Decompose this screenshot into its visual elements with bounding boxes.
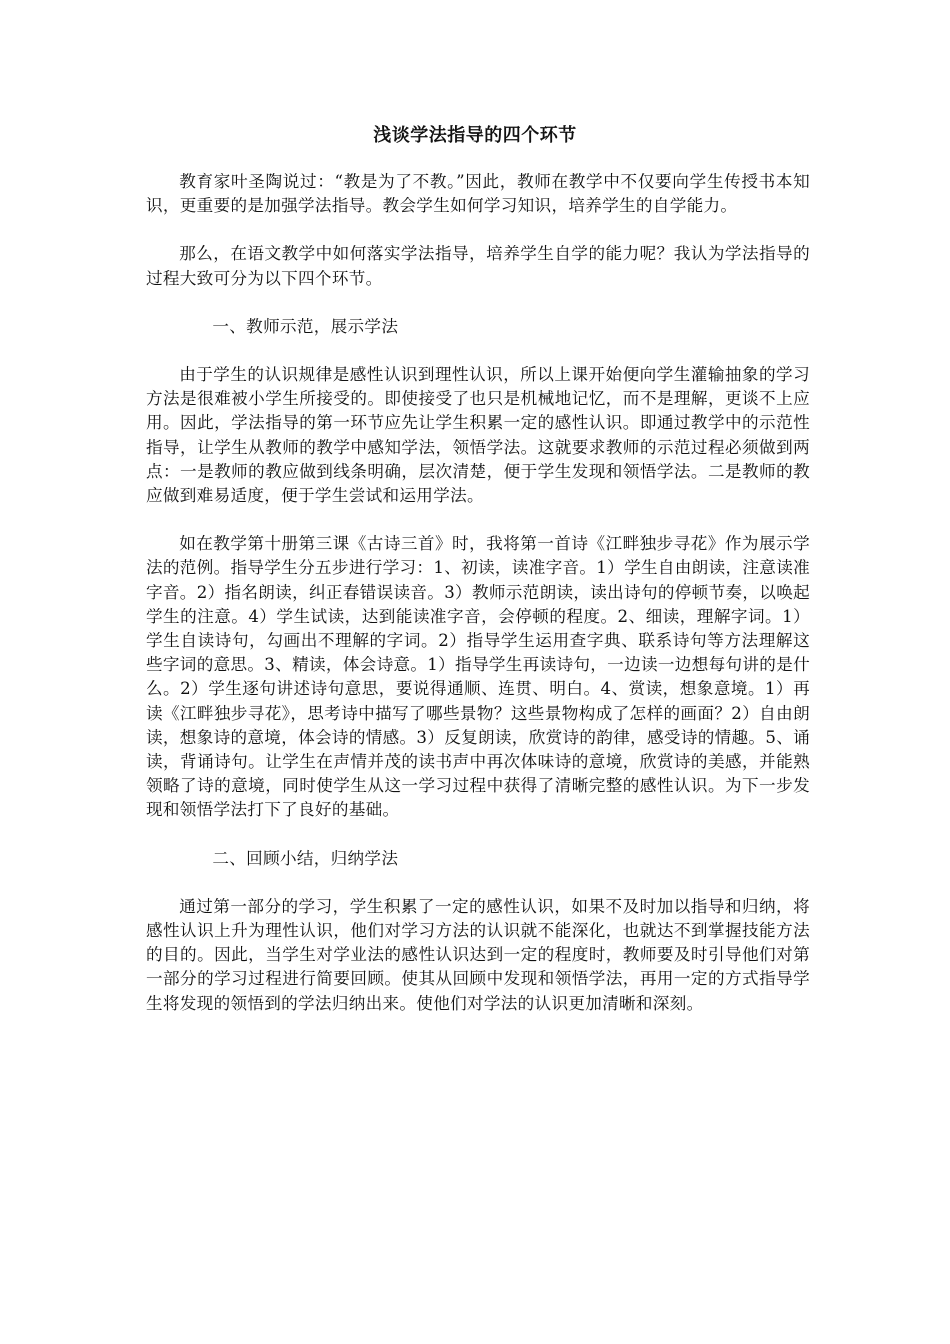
document-body — [146, 170, 810, 1040]
section-heading-2: 二、回顾小结，归纳学法 — [212, 848, 399, 868]
paragraph-section-1-example: 如在教学第十册第三课《古诗三首》时，我将第一首诗《江畔独步寻花》作为展示学法的范例。指导学生分五步进行学习：1、初读，读准字音。1）学生自由朗读，注意读准字音。2）指名朗读，纠正春错误读音。3）教师示范朗读，读出诗句的停顿节奏，以唤起学生的注意。4）学生试读，达到能读准字音，会停顿的程度。2、细读，理解字词。1）学生自读诗句，勾画出不理解的字词。2）指导学生运用查字典、联系诗句等方法理解这些字词的意思。3、精读，体会诗意。1）指导学生再读诗句，一边读一边想每句讲的是什么。2）学生逐句讲述诗句意思，要说得通顺、连贯、明白。4、赏读，想象意境。1）再读《江畔独步寻花》，思考诗中描写了哪些景物？这些景物构成了怎样的画面？2）自由朗读，想象诗的意境，体会诗的情感。3）反复朗读，欣赏诗的韵律，感受诗的情趣。5、诵读，背诵诗句。让学生在声情并茂的读书声中再次体味诗的意境，欣赏诗的美感，并能熟领略了诗的意境，同时使学生从这一学习过程中获得了清晰完整的感性认识。为下一步发现和领悟学法打下了良好的基础。 — [146, 534, 810, 820]
paragraph-section-1-body: 由于学生的认识规律是感性认识到理性认识，所以上课开始便向学生灌输抽象的学习方法是很难被小学生所接受的。即使接受了也只是机械地记忆，而不是理解，更谈不上应用。因此，学法指导的第一环节应先让学生积累一定的感性认识。即通过教学中的示范性指导，让学生从教师的教学中感知学法，领悟学法。这就要求教师的示范过程必须做到两点：一是教师的教应做到线条明确，层次清楚，便于学生发现和领悟学法。二是教师的教应做到难易适度，便于学生尝试和运用学法。 — [146, 365, 810, 506]
document-title: 浅谈学法指导的四个环节 — [373, 125, 577, 146]
paragraph-question: 那么，在语文教学中如何落实学法指导，培养学生自学的能力呢？我认为学法指导的过程大致可分为以下四个环节。 — [146, 244, 810, 288]
section-heading-1: 一、教师示范，展示学法 — [212, 316, 399, 336]
paragraph-section-2-body: 通过第一部分的学习，学生积累了一定的感性认识，如果不及时加以指导和归纳，将感性认识上升为理性认识，他们对学习方法的认识就不能深化，也就达不到掌握技能方法的目的。因此，当学生对学业法的感性认识达到一定的程度时，教师要及时引导他们对第一部分的学习过程进行简要回顾。使其从回顾中发现和领悟学法，再用一定的方式指导学生将发现的领悟到的学法归纳出来。使他们对学法的认识更加清晰和深刻。 — [146, 896, 810, 1013]
paragraph-intro: 教育家叶圣陶说过：“教是为了不教。”因此，教师在教学中不仅要向学生传授书本知识，更重要的是加强学法指导。教会学生如何学习知识，培养学生的自学能力。 — [146, 172, 810, 216]
